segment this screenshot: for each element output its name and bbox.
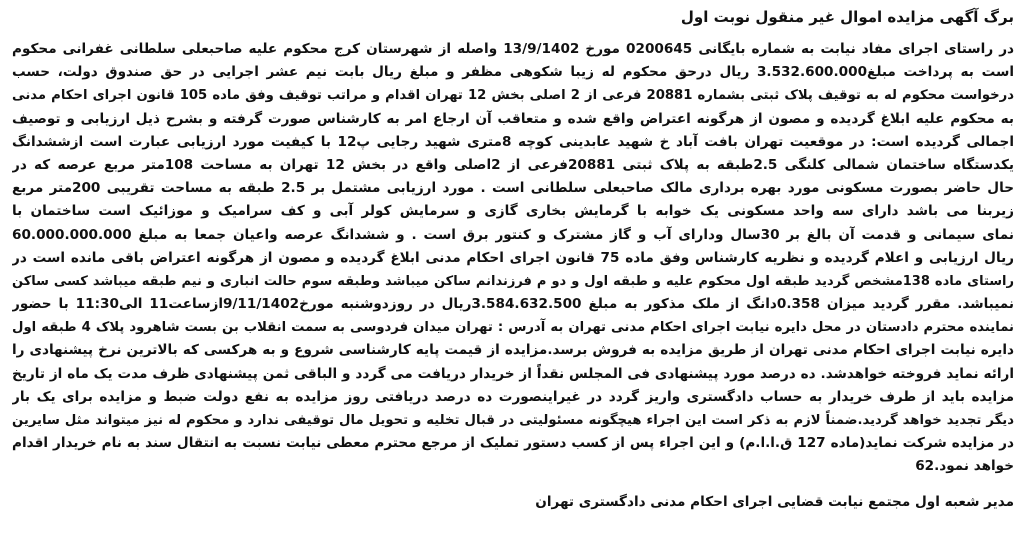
body-line: مزایده باید از طرف خریدار به حساب دادگستری واریز گردد در غیراینصورت ده درصد دریافتی روز مزایده به نفع دولت ضبط و مزایده برای یک بار	[12, 388, 1014, 405]
body-line: راستای ماده 138مشخص گردید طبقه اول محکوم علیه و طبقه اول و دو م فرزندانم ساکن میباشد وطبقه سوم حالت انباری و نیم طبقه میباشد کسی ساکن	[12, 273, 1014, 289]
body-line: نمیباشد. مقرر گردید میزان 0.358دانگ از ملک مذکور به مبلغ 3.584.632.500ریال در روزدوشنبه مورخ9/11/1402ازساعت11 الی11:30 با حضور	[12, 296, 1014, 313]
body-line-last: خواهد نمود.62	[915, 458, 1014, 475]
body-line: ارائه نماید فروخته خواهدشد. ده درصد مورد پیشنهادی فی المجلس نقداً از خریدار دریافت می گردد و الباقی ثمن پیشنهادی ظرف مدت یک ماه از تاریخ	[12, 365, 1014, 382]
body-line: یکدستگاه ساختمان شمالی کلنگی 2.5طبقه به پلاک ثبتی 20881فرعی از 2اصلی واقع در بخش 12 تهران به مساحت 108متر مربع عرصه که در	[12, 156, 1014, 173]
body-line: دیگر تجدید خواهد گردید.ضمناً لازم به ذکر است این اجراء هیچگونه مسئولیتی در قبال تخلیه و تحویل مال توقیفی ندارد و محکوم له نیز میتواند مثل سایرین	[12, 413, 1014, 428]
body-line: زیربنا می باشد دارای سه واحد مسکونی یک خوابه با گرمایش بخاری گازی و سرمایش کولر آبی و کف سرامیک و موزائیک است ساختمان با	[12, 203, 1014, 220]
body-line: به محکوم علیه ابلاغ گردیده و مصون از هرگونه اعتراض واقع شده و متعاقب آن ارجاع امر به کارشناس صورت گرفته و بشرح ذیل ارزیابی و توصیف	[12, 110, 1014, 127]
body-line: در راستای اجرای مفاد نیابت به شماره بایگانی 0200645 مورخ 13/9/1402 واصله از شهرستان کرج محکوم علیه صاحبعلی سلطانی غفرانی محکوم	[12, 41, 1014, 57]
notice-title: برگ آگهی مزایده اموال غیر منقول نوبت اول	[680, 8, 1014, 26]
notice-body	[12, 38, 1014, 479]
body-line: نمای سیمانی و قدمت آن بالغ بر 30سال ودارای آب و گاز مشترک و کنتور برق است . و ششدانگ عرصه واعیان جمعا به مبلغ 60.000.000.000	[12, 226, 1014, 243]
body-line: است به پرداخت مبلغ3.532.600.000 ریال درحق محکوم له زیبا شکوهی مظفر و مبلغ ریال بابت نیم عشر اجرایی در حق صندوق دولت، حسب	[12, 64, 1014, 81]
body-line: اجمالی گردیده است: در موقعیت تهران بافت آباد خ شهید عابدینی کوچه 8متری شهید رجایی پ12 با کیفیت مورد ارزیابی عبارت است ازششدانگ	[12, 133, 1014, 150]
body-line: در مزایده شرکت نماید(ماده 127 ق.ا.ا.م) و این اجراء پس از کسب دستور تملیک از مرجع محترم معطی نیابت نسبت به انتقال سند به نام خریدار اقدام	[12, 435, 1014, 452]
body-line: ریال ارزیابی و اعلام گردیده و نظریه کارشناس وفق ماده 75 قانون اجرای احکام مدنی ابلاغ گردیده و مصون از هرگونه اعتراض باقی مانده است در	[12, 249, 1014, 266]
body-line: دایره نیابت اجرای احکام مدنی تهران از طریق مزایده به فروش برسد.مزایده از قیمت پایه کارشناسی شروع و به هرکسی که بالاترین نرخ پیشنهادی را	[12, 342, 1014, 359]
body-line: نماینده محترم دادستان در محل دایره نیابت اجرای احکام مدنی تهران به آدرس : تهران میدان فردوسی به سمت انقلاب بن بست شاهرود پلاک 4 طبقه اول	[12, 320, 1014, 336]
notice-signature: مدیر شعبه اول مجتمع نیابت قضایی اجرای احکام مدنی دادگستری تهران	[535, 493, 1014, 510]
body-line: درخواست محکوم له به توقیف پلاک ثبتی بشماره 20881 فرعی از 2 اصلی بخش 12 تهران اقدام و مراتب توقیف وفق ماده 105 قانون اجرای احکام مدنی	[12, 88, 1014, 104]
body-line: حال حاضر بصورت مسکونی مورد بهره برداری مالک صاحبعلی سلطانی است . مورد ارزیابی مشتمل بر 2.5 طبقه به مساحت تقریبی 200متر مربع	[12, 180, 1014, 197]
